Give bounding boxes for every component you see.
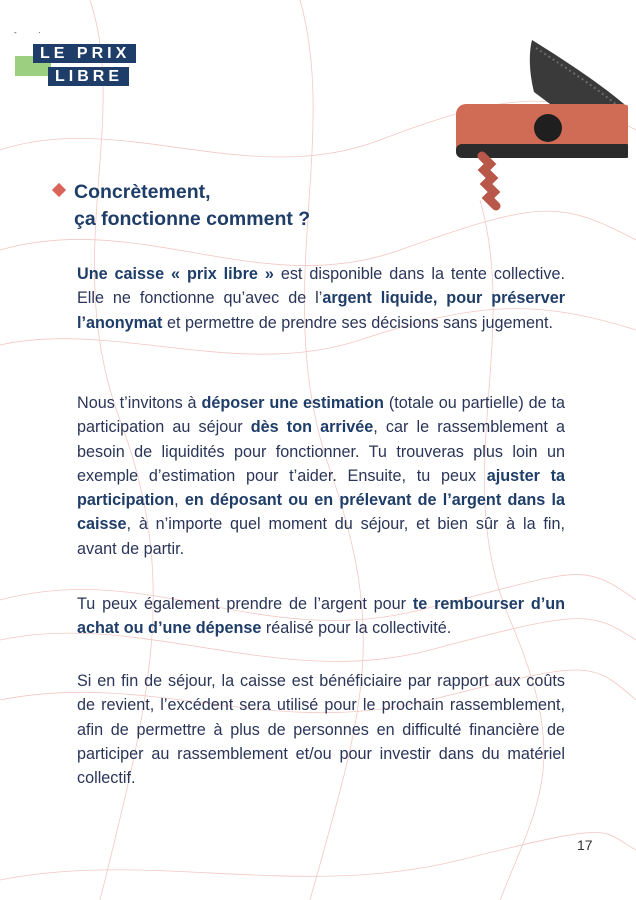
registration-mark: · [38, 28, 41, 37]
heading-line1: Concrètement, [74, 181, 211, 203]
pocket-knife-illustration [448, 32, 628, 217]
bold-text: Une caisse « prix libre » [77, 265, 274, 283]
paragraph-4: Si en fin de séjour, la caisse est bénéficiaire par rapport aux coûts de revient, l’excédent sera utilisé pour le prochain rassemblement, afin de permettre à plus de personnes en difficulté financière de participer au rassemblement et/ou pour investir dans du matériel collectif. [77, 672, 565, 788]
paragraph-2: Nous t’invitons à déposer une estimation (totale ou partielle) de ta participation au séjour dès ton arrivée, car le rassemblement a besoin de liquidités pour fonctionner. Tu trouveras plus loin un exemple d’estimation pour t’aider. Ensuite, tu peux ajuster ta participation, en déposant ou en prélevant de l’argent dans la caisse, à n’importe quel moment du séjour, et bien sûr à la fin, avant de partir. [77, 394, 565, 558]
bold-text: déposer une estimation [201, 394, 384, 412]
registration-mark: - [14, 28, 17, 37]
paragraph-1: Une caisse « prix libre » est disponible dans la tente collective. Elle ne fonctionne qu’avec de l’argent liquide, pour préserver l’anonymat et permettre de prendre ses décisions sans jugement. [77, 265, 565, 332]
section-tag-line1: LE PRIX [33, 44, 136, 63]
section-heading [54, 179, 310, 233]
bold-text: dès ton arrivée [250, 418, 374, 437]
bold-text: ajuster ta participation [77, 466, 565, 510]
paragraph-3: Tu peux également prendre de l’argent pour te rembourser d’un achat ou d’une dépense réalisé pour la collectivité. [77, 595, 565, 638]
section-tag-line2: LIBRE [48, 67, 129, 86]
bold-text: argent liquide, pour préserver l’anonymat [77, 289, 565, 332]
bold-text: te rembourser d’un achat ou d’une dépense [77, 595, 565, 638]
page-number: 17 [577, 837, 593, 853]
bold-text: en déposant ou en prélevant de l’argent dans la caisse [77, 491, 565, 534]
heading-line2: ça fonctionne comment ? [74, 208, 311, 230]
